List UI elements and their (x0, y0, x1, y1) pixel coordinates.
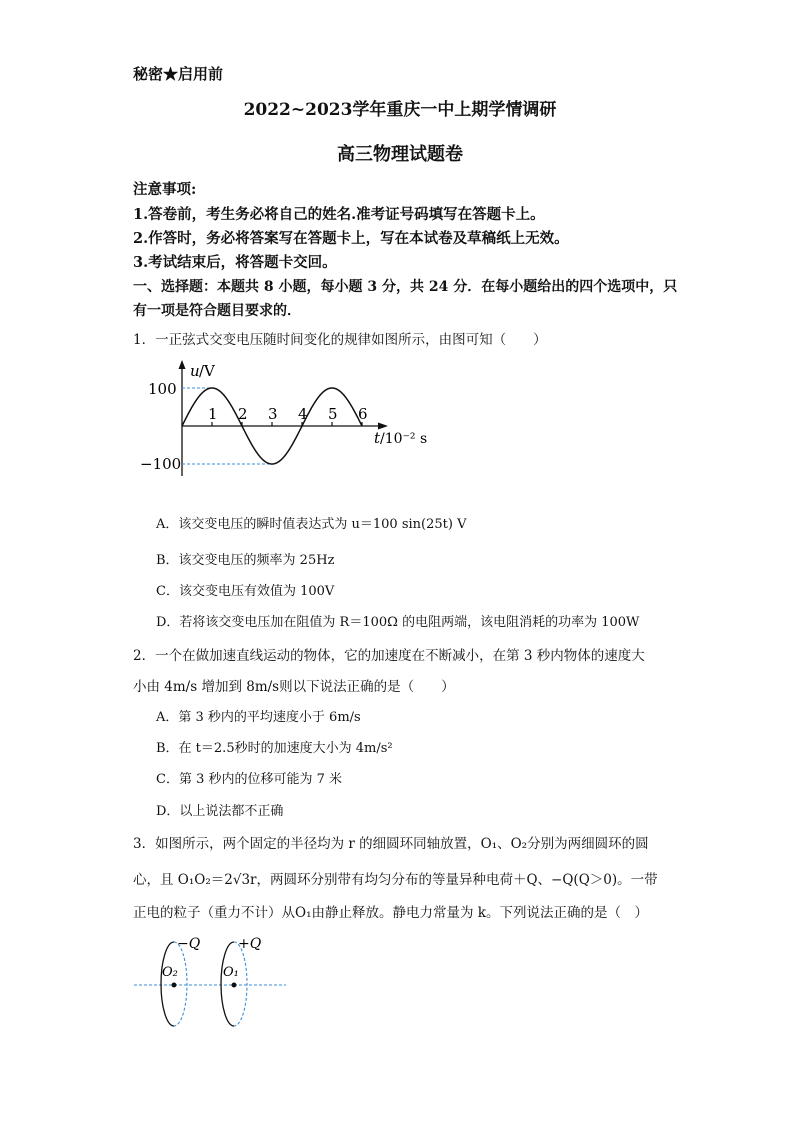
q3-stem-line3: 正电的粒子（重力不计）从O₁由静止释放。静电力常量为 k。下列说法正确的是（ ） (133, 905, 648, 921)
q3-stem-line2: 心，且 O₁O₂＝2√3r，两圆环分别带有均匀分布的等量异种电荷＋Q、−Q(Q＞0)。一带 (133, 872, 658, 888)
notice-item-1: 1.答卷前，考生务必将自己的姓名.准考证号码填写在答题卡上。 (133, 206, 545, 223)
q2-option-b: B．在 t＝2.5秒时的加速度大小为 4m/s² (156, 741, 393, 756)
q2-stem-line2: 小由 4m/s 增加到 8m/s则以下说法正确的是（ ） (133, 679, 455, 695)
section1-line1: 一、选择题：本题共 8 小题，每小题 3 分，共 24 分．在每小题给出的四个选项中，只 (133, 279, 678, 295)
notice-item-2: 2.作答时，务必将答案写在答题卡上，写在本试卷及草稿纸上无效。 (133, 230, 569, 247)
left-center-label: O₂ (162, 965, 178, 980)
q1-option-a: A．该交变电压的瞬时值表达式为 u＝100 sin(25t) V (156, 517, 467, 532)
q2-option-a: A．第 3 秒内的平均速度小于 6m/s (156, 710, 361, 725)
x-tick-label: 1 (208, 405, 218, 423)
center-dot-o2 (172, 983, 177, 988)
q1-option-c: C．该交变电压有效值为 100V (156, 584, 335, 599)
exam-title: 2022~2023学年重庆一中上期学情调研 (243, 100, 557, 120)
notice-item-3: 3.考试结束后，将答题卡交回。 (133, 254, 337, 271)
q1-option-b: B．该交变电压的频率为 25Hz (156, 553, 335, 568)
x-tick-label: 6 (358, 405, 368, 423)
x-tick-label: 5 (328, 405, 338, 423)
section1-line2: 有一项是符合题目要求的． (133, 303, 301, 319)
x-axis-variable: t (374, 429, 381, 447)
q3-stem-line1: 3．如图所示，两个固定的半径均为 r 的细圆环同轴放置，O₁、O₂分别为两细圆环的圆 (133, 836, 649, 852)
q1-option-d: D．若将该交变电压加在阻值为 R＝100Ω 的电阻两端，该电阻消耗的功率为 100W (156, 615, 640, 630)
left-charge-label: −Q (177, 936, 201, 952)
y-axis-unit: /V (199, 362, 215, 380)
y-axis-variable: u (190, 362, 200, 380)
q2-stem-line1: 2．一个在做加速直线运动的物体，它的加速度在不断减小，在第 3 秒内物体的速度大 (133, 648, 645, 664)
q2-option-d: D．以上说法都不正确 (156, 804, 284, 819)
y-max-label: 100 (148, 380, 177, 398)
x-tick-label: 3 (268, 405, 278, 423)
notice-heading: 注意事项: (133, 181, 197, 198)
x-tick-label: 2 (238, 405, 248, 423)
x-axis-unit: /10⁻² s (380, 431, 428, 447)
secret-label: 秘密★启用前 (133, 65, 224, 83)
exam-subtitle: 高三物理试题卷 (337, 144, 463, 165)
q3-rings-figure (130, 934, 290, 1029)
y-axis-arrow (179, 360, 186, 369)
q1-stem: 1．一正弦式交变电压随时间变化的规律如图所示，由图可知（ ） (133, 332, 547, 348)
q2-option-c: C．第 3 秒内的位移可能为 7 米 (156, 772, 343, 787)
x-tick-label: 4 (298, 405, 308, 423)
right-charge-label: +Q (238, 936, 262, 952)
center-dot-o1 (232, 983, 237, 988)
y-min-label: −100 (140, 455, 182, 473)
q1-voltage-graph (140, 358, 440, 483)
right-center-label: O₁ (223, 965, 239, 980)
